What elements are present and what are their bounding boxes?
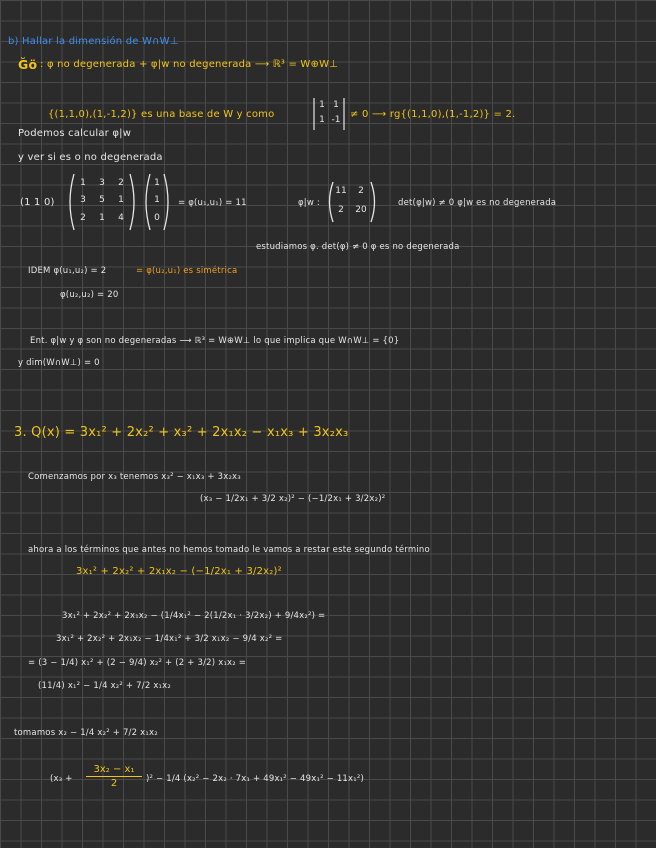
det-cell: 1 (319, 100, 325, 110)
final-rest: )² − 1/4 (x₂² − 2x₂ · 7x₁ + 49x₁² − 49x₁² − 11x₁²) (146, 774, 364, 784)
fraction-bar (86, 776, 142, 777)
rank-result: ≠ 0 ⟶ rg{(1,1,0),(1,-1,2)} = 2. (350, 109, 516, 120)
row-vector: (1 1 0) (20, 197, 55, 208)
phiw-label: φ|w : (298, 198, 320, 208)
matrix-a-cell: 3 (80, 195, 86, 205)
remaining-terms: 3x₁² + 2x₂² + 2x₁x₂ − (−1/2x₁ + 3/2x₂)² (76, 566, 282, 577)
section-3-title: 3. Q(x) = 3x₁² + 2x₂² + x₃² + 2x₁x₂ − x₁x₃ + 3x₂x₃ (14, 425, 349, 440)
product-result: = φ(u₁,u₁) = 11 (178, 198, 247, 208)
matrix-a-cell: 5 (99, 195, 105, 205)
podemos-text: Podemos calcular φ|w (18, 128, 132, 139)
final-open: (x₃ + (50, 774, 73, 784)
phiw-cell: 2 (338, 205, 344, 215)
column-vector-cell: 0 (154, 213, 160, 223)
matrix-a-cell: 4 (118, 213, 124, 223)
goal-statement: : φ no degenerada + φ|w no degenerada ⟶ ℝ³ = W⊕W⊥ (40, 59, 339, 70)
det-cell: 1 (333, 100, 339, 110)
column-vector-cell: 1 (154, 195, 160, 205)
idem-text: IDEM φ(u₁,u₂) = 2 (28, 266, 107, 276)
det-cell: -1 (331, 115, 341, 125)
expansion-line-1: 3x₁² + 2x₂² + 2x₁x₂ − (1/4x₁² − 2(1/2x₁ · 3/2x₂) + 9/4x₂²) = (62, 611, 326, 621)
expansion-line-4: (11/4) x₁² − 1/4 x₂² + 7/2 x₁x₂ (38, 681, 172, 691)
expansion-line-3: = (3 − 1/4) x₁² + (2 − 9/4) x₂² + (2 + 3/2) x₁x₂ = (28, 658, 247, 668)
square-completion: (x₃ − 1/2x₁ + 3/2 x₂)² − (−1/2x₁ + 3/2x₂)² (200, 494, 386, 504)
matrix-a-cell: 1 (99, 213, 105, 223)
goal-symbol: Ğö (18, 57, 38, 72)
final-fraction (86, 764, 142, 789)
det-phiw-text: det(φ|w) ≠ 0 φ|w es no degenerada (398, 198, 557, 208)
determinant-matrix (312, 97, 346, 131)
matrix-a (66, 172, 138, 232)
symmetric-note: = φ(u₂,u₁) es simétrica (136, 266, 238, 276)
matrix-a-cell: 3 (99, 178, 105, 188)
phiw-cell: 2 (358, 186, 364, 196)
section-b-heading: b) Hallar la dimensión de W∩W⊥ (8, 36, 179, 47)
comenzamos-text: Comenzamos por x₃ tenemos x₃² − x₁x₃ + 3x₂x₃ (28, 472, 241, 482)
fraction-numerator: 3x₂ − x₁ (93, 764, 135, 775)
det-cell: 1 (319, 115, 325, 125)
tomamos-text: tomamos x₂ − 1/4 x₂² + 7/2 x₁x₂ (14, 728, 158, 738)
matrix-a-cell: 1 (118, 195, 124, 205)
conclusion-text: Ent. φ|w y φ son no degeneradas ⟶ ℝ³ = W⊕W⊥ lo que implica que W∩W⊥ = {0} (30, 336, 400, 346)
basis-statement: {(1,1,0),(1,-1,2)} es una base de W y como (48, 109, 275, 120)
matrix-a-cell: 2 (118, 178, 124, 188)
fraction-denominator: 2 (110, 778, 118, 789)
column-vector (142, 172, 172, 232)
phiw-cell: 11 (335, 186, 347, 196)
matrix-a-cell: 1 (80, 178, 86, 188)
ahora-text: ahora a los términos que antes no hemos tomado le vamos a restar este segundo término (28, 545, 430, 555)
dimension-text: y dim(W∩W⊥) = 0 (18, 358, 100, 368)
phiw-matrix (326, 180, 378, 224)
estudiamos-text: estudiamos φ. det(φ) ≠ 0 φ es no degenerada (256, 242, 460, 252)
ver-text: y ver si es o no degenerada (18, 152, 163, 163)
column-vector-cell: 1 (154, 178, 160, 188)
matrix-a-cell: 2 (80, 213, 86, 223)
u2u2-text: φ(u₂,u₂) = 20 (60, 290, 119, 300)
phiw-cell: 20 (355, 205, 367, 215)
expansion-line-2: 3x₁² + 2x₂² + 2x₁x₂ − 1/4x₁² + 3/2 x₁x₂ − 9/4 x₂² = (56, 634, 283, 644)
